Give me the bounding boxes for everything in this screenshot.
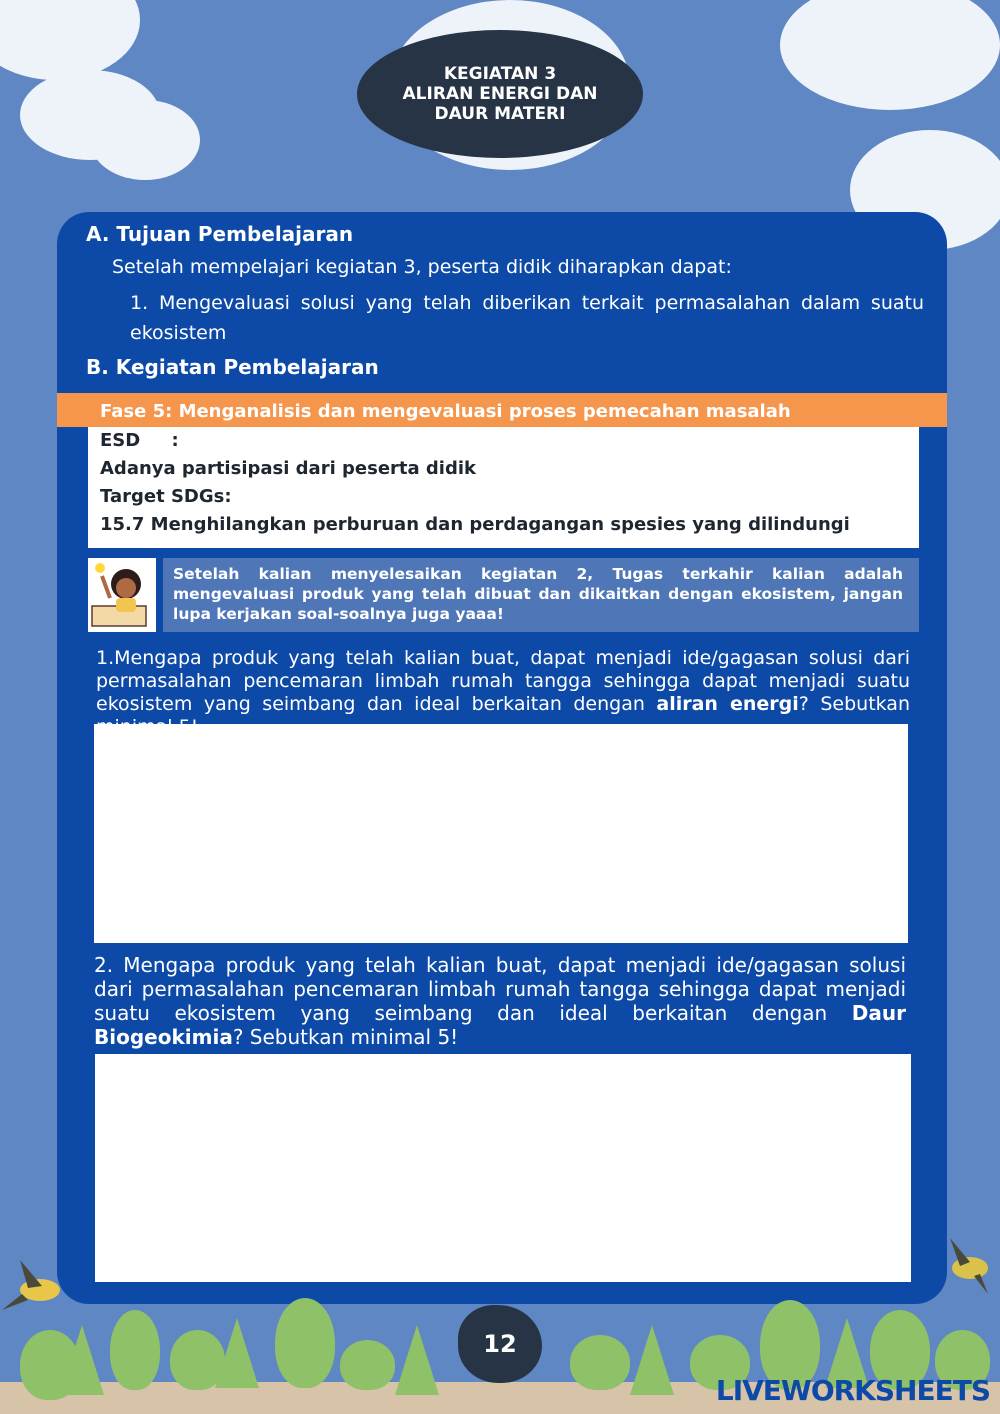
bird-icon	[930, 1232, 1000, 1302]
title-line-2: ALIRAN ENERGI DAN	[402, 84, 598, 104]
tree	[630, 1325, 674, 1395]
student-avatar	[88, 558, 156, 632]
section-a-heading: A. Tujuan Pembelajaran	[86, 222, 354, 246]
question-1-suffix: ? Sebutkan	[798, 693, 910, 715]
answer-box-1[interactable]	[94, 724, 908, 943]
tree	[340, 1340, 395, 1390]
question-2-text: 2. Mengapa produk yang telah kalian buat, dapat menjadi ide/gagasan solusi dari permasalahan pencemaran limbah rumah tangga sehingga dapat menjadi suatu ekosistem yang seimbang dan ideal berkaitan dengan	[94, 953, 906, 1025]
title-line-3: DAUR MATERI	[434, 104, 566, 124]
esd-box	[88, 427, 919, 548]
tree	[110, 1310, 160, 1390]
esd-label: ESD :	[100, 430, 179, 451]
tree	[215, 1318, 259, 1388]
objective-item: 1. Mengevaluasi solusi yang telah diberikan terkait permasalahan dalam suatu ekosistem	[130, 292, 924, 344]
tree	[395, 1325, 439, 1395]
title-line-1: KEGIATAN 3	[443, 64, 557, 84]
section-a-intro: Setelah mempelajari kegiatan 3, peserta didik diharapkan dapat:	[112, 256, 732, 278]
esd-value: Adanya partisipasi dari peserta didik	[100, 458, 477, 479]
instruction-note: Setelah kalian menyelesaikan kegiatan 2, Tugas terkahir kalian adalah mengevaluasi produk yang telah dibuat dan dikaitkan dengan ekosistem, jangan lupa kerjakan soal-soalnya juga yaaa!	[163, 558, 919, 632]
question-2-keyword: Daur Biogeokimia	[94, 1001, 906, 1049]
activity-title	[357, 30, 643, 158]
cloud	[90, 100, 200, 180]
cloud	[0, 0, 140, 80]
tree	[60, 1325, 104, 1395]
phase-bar	[57, 393, 947, 427]
target-value: 15.7 Menghilangkan perburuan dan perdagangan spesies yang dilindungi	[100, 514, 850, 535]
watermark: LIVEWORKSHEETS	[715, 1374, 990, 1407]
question-2	[94, 953, 906, 1049]
cloud	[780, 0, 1000, 110]
section-b-heading: B. Kegiatan Pembelajaran	[86, 355, 379, 379]
target-label: Target SDGs:	[100, 486, 232, 507]
question-2-suffix: ? Sebutkan minimal 5!	[232, 1025, 459, 1049]
question-1-text: 1.Mengapa produk yang telah kalian buat, dapat menjadi ide/gagasan solusi dari permasalahan pencemaran limbah rumah tangga sehingga dapat menjadi suatu ekosistem yang seimbang dan ideal berkaitan dengan	[96, 647, 910, 715]
question-1-keyword: aliran energi	[656, 693, 799, 715]
bird-icon	[0, 1252, 75, 1312]
answer-box-2[interactable]	[95, 1054, 911, 1282]
tree	[275, 1298, 335, 1388]
tree	[570, 1335, 630, 1390]
page-number: 12	[458, 1305, 542, 1383]
phase-label: Fase 5: Menganalisis dan mengevaluasi proses pemecahan masalah	[100, 401, 791, 422]
